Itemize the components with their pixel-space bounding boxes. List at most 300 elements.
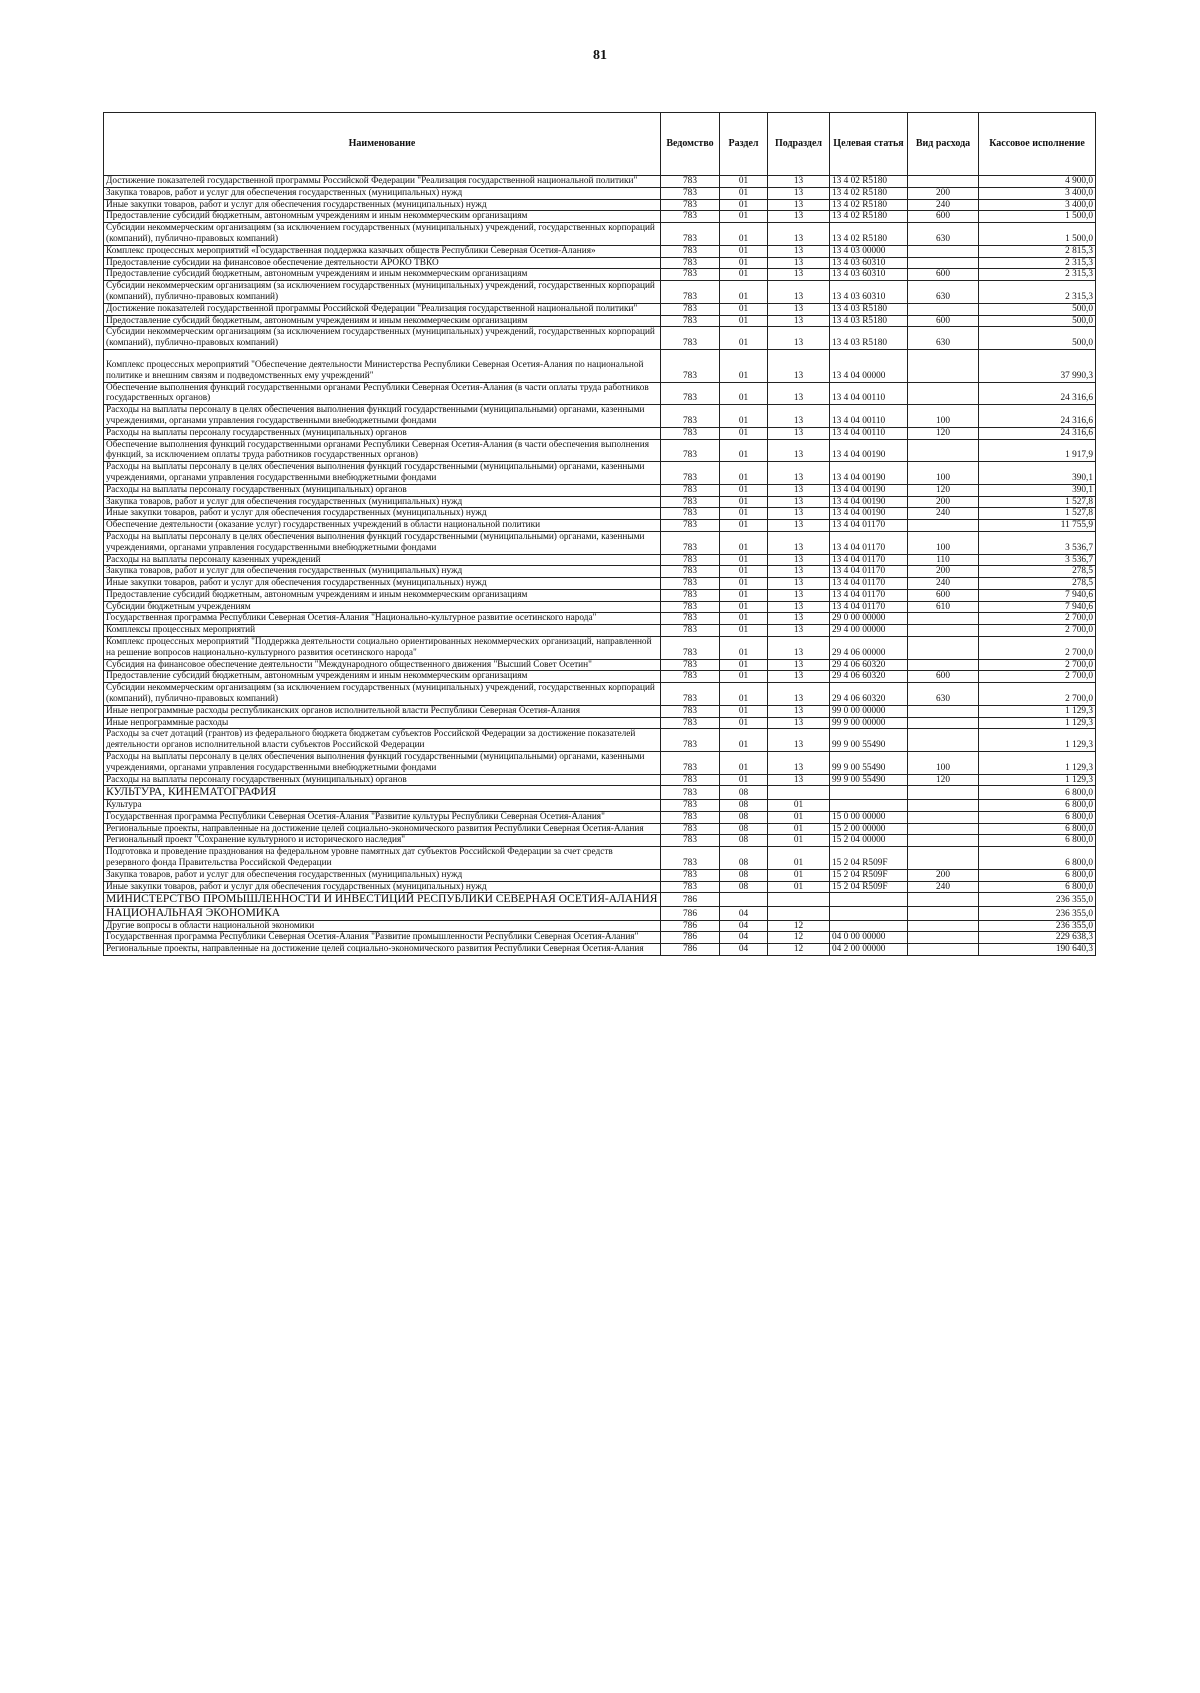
cell-section: 01 — [720, 752, 768, 775]
cell-expense-type — [908, 823, 979, 835]
column-header-target: Целевая статья — [830, 113, 908, 176]
cell-target: 13 4 04 01170 — [830, 531, 908, 554]
cell-subsection: 13 — [768, 752, 830, 775]
cell-subsection: 13 — [768, 484, 830, 496]
cell-section: 04 — [720, 932, 768, 944]
table-row — [104, 257, 1096, 269]
cell-amount: 11 755,9 — [979, 520, 1096, 532]
cell-amount: 24 316,6 — [979, 427, 1096, 439]
cell-amount: 1 129,3 — [979, 752, 1096, 775]
cell-name: НАЦИОНАЛЬНАЯ ЭКОНОМИКА — [104, 907, 661, 921]
table-row — [104, 717, 1096, 729]
table-row — [104, 625, 1096, 637]
cell-name: Закупка товаров, работ и услуг для обеспечения государственных (муниципальных) нужд — [104, 187, 661, 199]
table-row — [104, 520, 1096, 532]
cell-target: 13 4 04 01170 — [830, 520, 908, 532]
cell-subsection: 13 — [768, 199, 830, 211]
cell-target — [830, 920, 908, 932]
cell-name: Субсидии некоммерческим организациям (за исключением государственных (муниципальных) учреждений, государственных корпораций (компаний), публично-правовых компаний) — [104, 223, 661, 246]
cell-expense-type: 120 — [908, 484, 979, 496]
cell-section: 01 — [720, 671, 768, 683]
cell-amount: 6 800,0 — [979, 847, 1096, 870]
cell-expense-type: 200 — [908, 496, 979, 508]
cell-target: 13 4 02 R5180 — [830, 223, 908, 246]
table-row — [104, 281, 1096, 304]
cell-subsection: 13 — [768, 774, 830, 786]
cell-expense-type: 600 — [908, 671, 979, 683]
cell-subsection: 13 — [768, 281, 830, 304]
cell-target: 29 0 00 00000 — [830, 613, 908, 625]
table-row — [104, 315, 1096, 327]
cell-target: 15 2 04 R509F — [830, 847, 908, 870]
cell-target: 13 4 02 R5180 — [830, 187, 908, 199]
cell-section: 01 — [720, 705, 768, 717]
cell-dept: 783 — [661, 566, 720, 578]
cell-name: Расходы на выплаты персоналу в целях обеспечения выполнения функций государственными (муниципальными) органами, казенными учреждениями, органами управления государственными внебюджетными фондами — [104, 752, 661, 775]
cell-subsection: 13 — [768, 327, 830, 350]
table-row — [104, 774, 1096, 786]
cell-expense-type — [908, 176, 979, 188]
cell-section: 01 — [720, 496, 768, 508]
cell-subsection: 01 — [768, 835, 830, 847]
cell-section: 01 — [720, 578, 768, 590]
cell-section: 01 — [720, 484, 768, 496]
cell-section: 08 — [720, 823, 768, 835]
cell-subsection: 13 — [768, 683, 830, 706]
table-row — [104, 944, 1096, 956]
cell-amount: 4 900,0 — [979, 176, 1096, 188]
cell-amount: 390,1 — [979, 484, 1096, 496]
cell-target: 13 4 04 00190 — [830, 462, 908, 485]
cell-dept: 783 — [661, 187, 720, 199]
cell-subsection: 13 — [768, 637, 830, 660]
table-row — [104, 729, 1096, 752]
cell-target: 13 4 04 00110 — [830, 427, 908, 439]
cell-amount: 6 800,0 — [979, 823, 1096, 835]
cell-dept: 783 — [661, 176, 720, 188]
cell-expense-type — [908, 705, 979, 717]
cell-expense-type: 600 — [908, 211, 979, 223]
cell-dept: 783 — [661, 601, 720, 613]
cell-name: Предоставление субсидий бюджетным, автономным учреждениям и иным некоммерческим организациям — [104, 315, 661, 327]
table-row — [104, 269, 1096, 281]
cell-dept: 783 — [661, 405, 720, 428]
table-row — [104, 683, 1096, 706]
cell-dept: 786 — [661, 932, 720, 944]
cell-expense-type: 100 — [908, 462, 979, 485]
table-row — [104, 531, 1096, 554]
cell-dept: 783 — [661, 327, 720, 350]
cell-subsection: 12 — [768, 932, 830, 944]
cell-target: 13 4 03 R5180 — [830, 327, 908, 350]
cell-section: 01 — [720, 717, 768, 729]
cell-subsection: 13 — [768, 717, 830, 729]
cell-expense-type: 630 — [908, 327, 979, 350]
cell-amount: 1 129,3 — [979, 729, 1096, 752]
cell-section: 01 — [720, 327, 768, 350]
table-row — [104, 176, 1096, 188]
cell-subsection: 13 — [768, 382, 830, 405]
cell-dept: 783 — [661, 199, 720, 211]
cell-amount: 500,0 — [979, 303, 1096, 315]
cell-expense-type: 120 — [908, 427, 979, 439]
table-row — [104, 671, 1096, 683]
table-row — [104, 439, 1096, 462]
cell-subsection: 13 — [768, 439, 830, 462]
table-row — [104, 637, 1096, 660]
table-row — [104, 659, 1096, 671]
cell-name: Обеспечение деятельности (оказание услуг) государственных учреждений в области национальной политики — [104, 520, 661, 532]
cell-name: Расходы на выплаты персоналу государственных (муниципальных) органов — [104, 774, 661, 786]
cell-target: 04 0 00 00000 — [830, 932, 908, 944]
cell-amount: 24 316,6 — [979, 405, 1096, 428]
cell-subsection: 13 — [768, 508, 830, 520]
cell-target: 29 4 00 00000 — [830, 625, 908, 637]
cell-name: Субсидии бюджетным учреждениям — [104, 601, 661, 613]
cell-amount: 190 640,3 — [979, 944, 1096, 956]
cell-section: 01 — [720, 315, 768, 327]
cell-dept: 783 — [661, 683, 720, 706]
cell-dept: 786 — [661, 893, 720, 907]
cell-name: Другие вопросы в области национальной экономики — [104, 920, 661, 932]
column-header-name: Наименование — [104, 113, 661, 176]
cell-dept: 783 — [661, 531, 720, 554]
cell-subsection: 13 — [768, 671, 830, 683]
table-row — [104, 484, 1096, 496]
cell-dept: 783 — [661, 462, 720, 485]
cell-section: 08 — [720, 800, 768, 812]
cell-expense-type: 120 — [908, 774, 979, 786]
cell-subsection: 13 — [768, 269, 830, 281]
cell-subsection: 13 — [768, 659, 830, 671]
cell-section: 01 — [720, 187, 768, 199]
cell-name: Предоставление субсидии на финансовое обеспечение деятельности АРОКО ТВКО — [104, 257, 661, 269]
table-row — [104, 211, 1096, 223]
cell-dept: 783 — [661, 625, 720, 637]
cell-section: 08 — [720, 811, 768, 823]
cell-dept: 786 — [661, 920, 720, 932]
cell-section: 01 — [720, 531, 768, 554]
cell-amount: 236 355,0 — [979, 920, 1096, 932]
cell-amount: 3 536,7 — [979, 554, 1096, 566]
table-body — [104, 176, 1096, 956]
cell-dept: 783 — [661, 752, 720, 775]
cell-target: 13 4 04 01170 — [830, 601, 908, 613]
cell-amount: 1 500,0 — [979, 223, 1096, 246]
budget-table — [103, 112, 1096, 956]
cell-name: Региональные проекты, направленные на достижение целей социально-экономического развития Республики Северная Осетия-Алания — [104, 823, 661, 835]
cell-section: 04 — [720, 920, 768, 932]
cell-section: 04 — [720, 907, 768, 921]
cell-expense-type — [908, 920, 979, 932]
cell-subsection: 13 — [768, 405, 830, 428]
cell-target: 13 4 04 00190 — [830, 508, 908, 520]
cell-name: Комплекс процессных мероприятий «Государственная поддержка казачьих обществ Республики Северная Осетия-Алания» — [104, 245, 661, 257]
cell-expense-type: 240 — [908, 199, 979, 211]
cell-expense-type — [908, 729, 979, 752]
cell-expense-type: 100 — [908, 531, 979, 554]
cell-expense-type — [908, 303, 979, 315]
cell-subsection: 13 — [768, 705, 830, 717]
cell-expense-type: 630 — [908, 281, 979, 304]
cell-dept: 783 — [661, 589, 720, 601]
cell-expense-type — [908, 944, 979, 956]
cell-amount: 6 800,0 — [979, 786, 1096, 800]
cell-target: 15 0 00 00000 — [830, 811, 908, 823]
cell-amount: 390,1 — [979, 462, 1096, 485]
table-row — [104, 786, 1096, 800]
cell-dept: 783 — [661, 729, 720, 752]
cell-dept: 783 — [661, 427, 720, 439]
cell-name: Государственная программа Республики Северная Осетия-Алания "Национально-культурное развитие осетинского народа" — [104, 613, 661, 625]
cell-expense-type — [908, 257, 979, 269]
cell-name: Расходы на выплаты персоналу государственных (муниципальных) органов — [104, 484, 661, 496]
cell-expense-type — [908, 520, 979, 532]
page-number: 81 — [593, 48, 607, 63]
cell-name: Комплексы процессных мероприятий — [104, 625, 661, 637]
cell-subsection: 13 — [768, 462, 830, 485]
cell-dept: 783 — [661, 496, 720, 508]
cell-dept: 783 — [661, 223, 720, 246]
cell-target: 15 2 00 00000 — [830, 823, 908, 835]
cell-subsection: 13 — [768, 589, 830, 601]
cell-name: Расходы на выплаты персоналу в целях обеспечения выполнения функций государственными (муниципальными) органами, казенными учреждениями, органами управления государственными внебюджетными фондами — [104, 531, 661, 554]
cell-dept: 783 — [661, 269, 720, 281]
cell-name: Достижение показателей государственной программы Российской Федерации "Реализация государственной национальной политики" — [104, 176, 661, 188]
cell-target: 99 9 00 00000 — [830, 717, 908, 729]
cell-name: Комплекс процессных мероприятий "Обеспечение деятельности Министерства Республики Северная Осетия-Алания по национальной политике и внешним связям и подведомственных ему учреждений" — [104, 349, 661, 382]
table-row — [104, 601, 1096, 613]
cell-expense-type: 200 — [908, 187, 979, 199]
cell-target: 29 4 06 60320 — [830, 659, 908, 671]
cell-name: Расходы на выплаты персоналу государственных (муниципальных) органов — [104, 427, 661, 439]
cell-name: Расходы на выплаты персоналу в целях обеспечения выполнения функций государственными (муниципальными) органами, казенными учреждениями, органами управления государственными внебюджетными фондами — [104, 405, 661, 428]
cell-dept: 783 — [661, 774, 720, 786]
cell-amount: 278,5 — [979, 578, 1096, 590]
cell-subsection: 13 — [768, 315, 830, 327]
cell-subsection: 01 — [768, 847, 830, 870]
cell-expense-type: 630 — [908, 223, 979, 246]
cell-dept: 783 — [661, 811, 720, 823]
budget-table-container — [103, 112, 1095, 956]
cell-target: 13 4 04 00000 — [830, 349, 908, 382]
cell-expense-type — [908, 245, 979, 257]
cell-subsection: 12 — [768, 920, 830, 932]
cell-section: 01 — [720, 245, 768, 257]
cell-name: Иные непрограммные расходы республиканских органов исполнительной власти Республики Северная Осетия-Алания — [104, 705, 661, 717]
cell-expense-type — [908, 637, 979, 660]
table-row — [104, 869, 1096, 881]
cell-name: Обеспечение выполнения функций государственными органами Республики Северная Осетия-Алания (в части обеспечения выполнения функций, за исключением оплаты труда работников государственных органов) — [104, 439, 661, 462]
cell-target: 13 4 03 R5180 — [830, 315, 908, 327]
table-row — [104, 223, 1096, 246]
cell-target — [830, 786, 908, 800]
cell-section: 01 — [720, 683, 768, 706]
cell-dept: 783 — [661, 705, 720, 717]
cell-amount: 2 700,0 — [979, 671, 1096, 683]
cell-subsection: 13 — [768, 566, 830, 578]
cell-subsection: 01 — [768, 811, 830, 823]
cell-subsection: 13 — [768, 303, 830, 315]
cell-name: Расходы на выплаты персоналу казенных учреждений — [104, 554, 661, 566]
cell-amount: 6 800,0 — [979, 835, 1096, 847]
cell-dept: 783 — [661, 315, 720, 327]
column-header-dept: Ведомство — [661, 113, 720, 176]
cell-amount: 3 400,0 — [979, 187, 1096, 199]
cell-amount: 3 536,7 — [979, 531, 1096, 554]
cell-name: Предоставление субсидий бюджетным, автономным учреждениям и иным некоммерческим организациям — [104, 211, 661, 223]
table-row — [104, 462, 1096, 485]
cell-section: 01 — [720, 199, 768, 211]
cell-section: 08 — [720, 869, 768, 881]
cell-expense-type: 600 — [908, 315, 979, 327]
cell-amount: 236 355,0 — [979, 907, 1096, 921]
table-row — [104, 752, 1096, 775]
cell-expense-type: 610 — [908, 601, 979, 613]
cell-target: 13 4 04 01170 — [830, 554, 908, 566]
cell-section: 01 — [720, 427, 768, 439]
cell-expense-type — [908, 349, 979, 382]
cell-name: Субсидия на финансовое обеспечение деятельности "Международного общественного движения "Высший Совет Осетин" — [104, 659, 661, 671]
cell-name: Обеспечение выполнения функций государственными органами Республики Северная Осетия-Алания (в части оплаты труда работников государственных органов) — [104, 382, 661, 405]
cell-target: 13 4 04 00190 — [830, 484, 908, 496]
cell-section: 01 — [720, 774, 768, 786]
cell-dept: 783 — [661, 245, 720, 257]
cell-dept: 783 — [661, 786, 720, 800]
table-row — [104, 382, 1096, 405]
cell-expense-type: 240 — [908, 578, 979, 590]
cell-dept: 786 — [661, 907, 720, 921]
cell-name: Предоставление субсидий бюджетным, автономным учреждениям и иным некоммерческим организациям — [104, 671, 661, 683]
table-row — [104, 847, 1096, 870]
cell-subsection: 13 — [768, 257, 830, 269]
cell-target: 99 9 00 55490 — [830, 729, 908, 752]
cell-section: 08 — [720, 847, 768, 870]
cell-target: 29 4 06 60320 — [830, 683, 908, 706]
cell-dept: 783 — [661, 484, 720, 496]
cell-section: 01 — [720, 303, 768, 315]
cell-section: 01 — [720, 405, 768, 428]
cell-dept: 783 — [661, 847, 720, 870]
cell-target: 13 4 04 00110 — [830, 382, 908, 405]
table-row — [104, 327, 1096, 350]
cell-subsection: 13 — [768, 625, 830, 637]
cell-name: Расходы на выплаты персоналу в целях обеспечения выполнения функций государственными (муниципальными) органами, казенными учреждениями, органами управления государственными внебюджетными фондами — [104, 462, 661, 485]
cell-section: 01 — [720, 729, 768, 752]
cell-amount: 500,0 — [979, 327, 1096, 350]
cell-expense-type: 200 — [908, 566, 979, 578]
cell-subsection — [768, 893, 830, 907]
cell-subsection: 13 — [768, 176, 830, 188]
cell-name: Культура — [104, 800, 661, 812]
cell-section: 01 — [720, 382, 768, 405]
cell-section: 08 — [720, 786, 768, 800]
table-header-row — [104, 113, 1096, 176]
cell-dept: 783 — [661, 508, 720, 520]
cell-dept: 783 — [661, 800, 720, 812]
cell-section: 01 — [720, 281, 768, 304]
cell-amount: 2 700,0 — [979, 637, 1096, 660]
cell-target: 13 4 02 R5180 — [830, 211, 908, 223]
cell-amount: 3 400,0 — [979, 199, 1096, 211]
cell-section: 01 — [720, 462, 768, 485]
cell-name: Закупка товаров, работ и услуг для обеспечения государственных (муниципальных) нужд — [104, 566, 661, 578]
table-row — [104, 508, 1096, 520]
table-row — [104, 835, 1096, 847]
table-row — [104, 920, 1096, 932]
cell-section: 01 — [720, 211, 768, 223]
cell-section: 01 — [720, 589, 768, 601]
table-row — [104, 823, 1096, 835]
table-row — [104, 405, 1096, 428]
cell-dept: 783 — [661, 281, 720, 304]
cell-amount: 1 527,8 — [979, 508, 1096, 520]
cell-name: Региональные проекты, направленные на достижение целей социально-экономического развития Республики Северная Осетия-Алания — [104, 944, 661, 956]
cell-subsection: 01 — [768, 800, 830, 812]
cell-amount: 2 700,0 — [979, 613, 1096, 625]
cell-dept: 783 — [661, 869, 720, 881]
cell-section — [720, 893, 768, 907]
cell-amount: 2 315,3 — [979, 281, 1096, 304]
cell-subsection: 13 — [768, 601, 830, 613]
cell-expense-type: 240 — [908, 508, 979, 520]
cell-expense-type — [908, 382, 979, 405]
cell-subsection: 12 — [768, 944, 830, 956]
cell-amount: 6 800,0 — [979, 800, 1096, 812]
table-row — [104, 881, 1096, 893]
cell-target: 13 4 03 R5180 — [830, 303, 908, 315]
cell-expense-type — [908, 811, 979, 823]
cell-expense-type: 100 — [908, 752, 979, 775]
table-row — [104, 705, 1096, 717]
cell-subsection: 13 — [768, 245, 830, 257]
cell-expense-type — [908, 847, 979, 870]
cell-target: 15 2 04 00000 — [830, 835, 908, 847]
cell-amount: 2 315,3 — [979, 257, 1096, 269]
cell-dept: 783 — [661, 835, 720, 847]
cell-section: 01 — [720, 520, 768, 532]
cell-dept: 783 — [661, 717, 720, 729]
cell-amount: 2 700,0 — [979, 625, 1096, 637]
cell-amount: 6 800,0 — [979, 869, 1096, 881]
cell-amount: 2 815,3 — [979, 245, 1096, 257]
cell-name: Государственная программа Республики Северная Осетия-Алания "Развитие промышленности Республики Северная Осетия-Алания" — [104, 932, 661, 944]
cell-dept: 783 — [661, 578, 720, 590]
cell-target — [830, 907, 908, 921]
cell-name: Субсидии некоммерческим организациям (за исключением государственных (муниципальных) учреждений, государственных корпораций (компаний), публично-правовых компаний) — [104, 281, 661, 304]
column-header-expense-type: Вид расхода — [908, 113, 979, 176]
cell-amount: 7 940,6 — [979, 601, 1096, 613]
cell-dept: 783 — [661, 382, 720, 405]
cell-target: 99 9 00 55490 — [830, 774, 908, 786]
cell-expense-type: 100 — [908, 405, 979, 428]
cell-subsection — [768, 907, 830, 921]
table-row — [104, 199, 1096, 211]
cell-dept: 783 — [661, 671, 720, 683]
cell-subsection: 13 — [768, 554, 830, 566]
cell-dept: 783 — [661, 659, 720, 671]
cell-subsection: 13 — [768, 349, 830, 382]
cell-target — [830, 800, 908, 812]
cell-amount: 1 129,3 — [979, 705, 1096, 717]
cell-section: 01 — [720, 637, 768, 660]
cell-subsection: 13 — [768, 613, 830, 625]
cell-expense-type: 600 — [908, 269, 979, 281]
cell-subsection: 13 — [768, 187, 830, 199]
cell-target: 29 4 06 60320 — [830, 671, 908, 683]
cell-name: Достижение показателей государственной программы Российской Федерации "Реализация государственной национальной политики" — [104, 303, 661, 315]
cell-section: 01 — [720, 439, 768, 462]
